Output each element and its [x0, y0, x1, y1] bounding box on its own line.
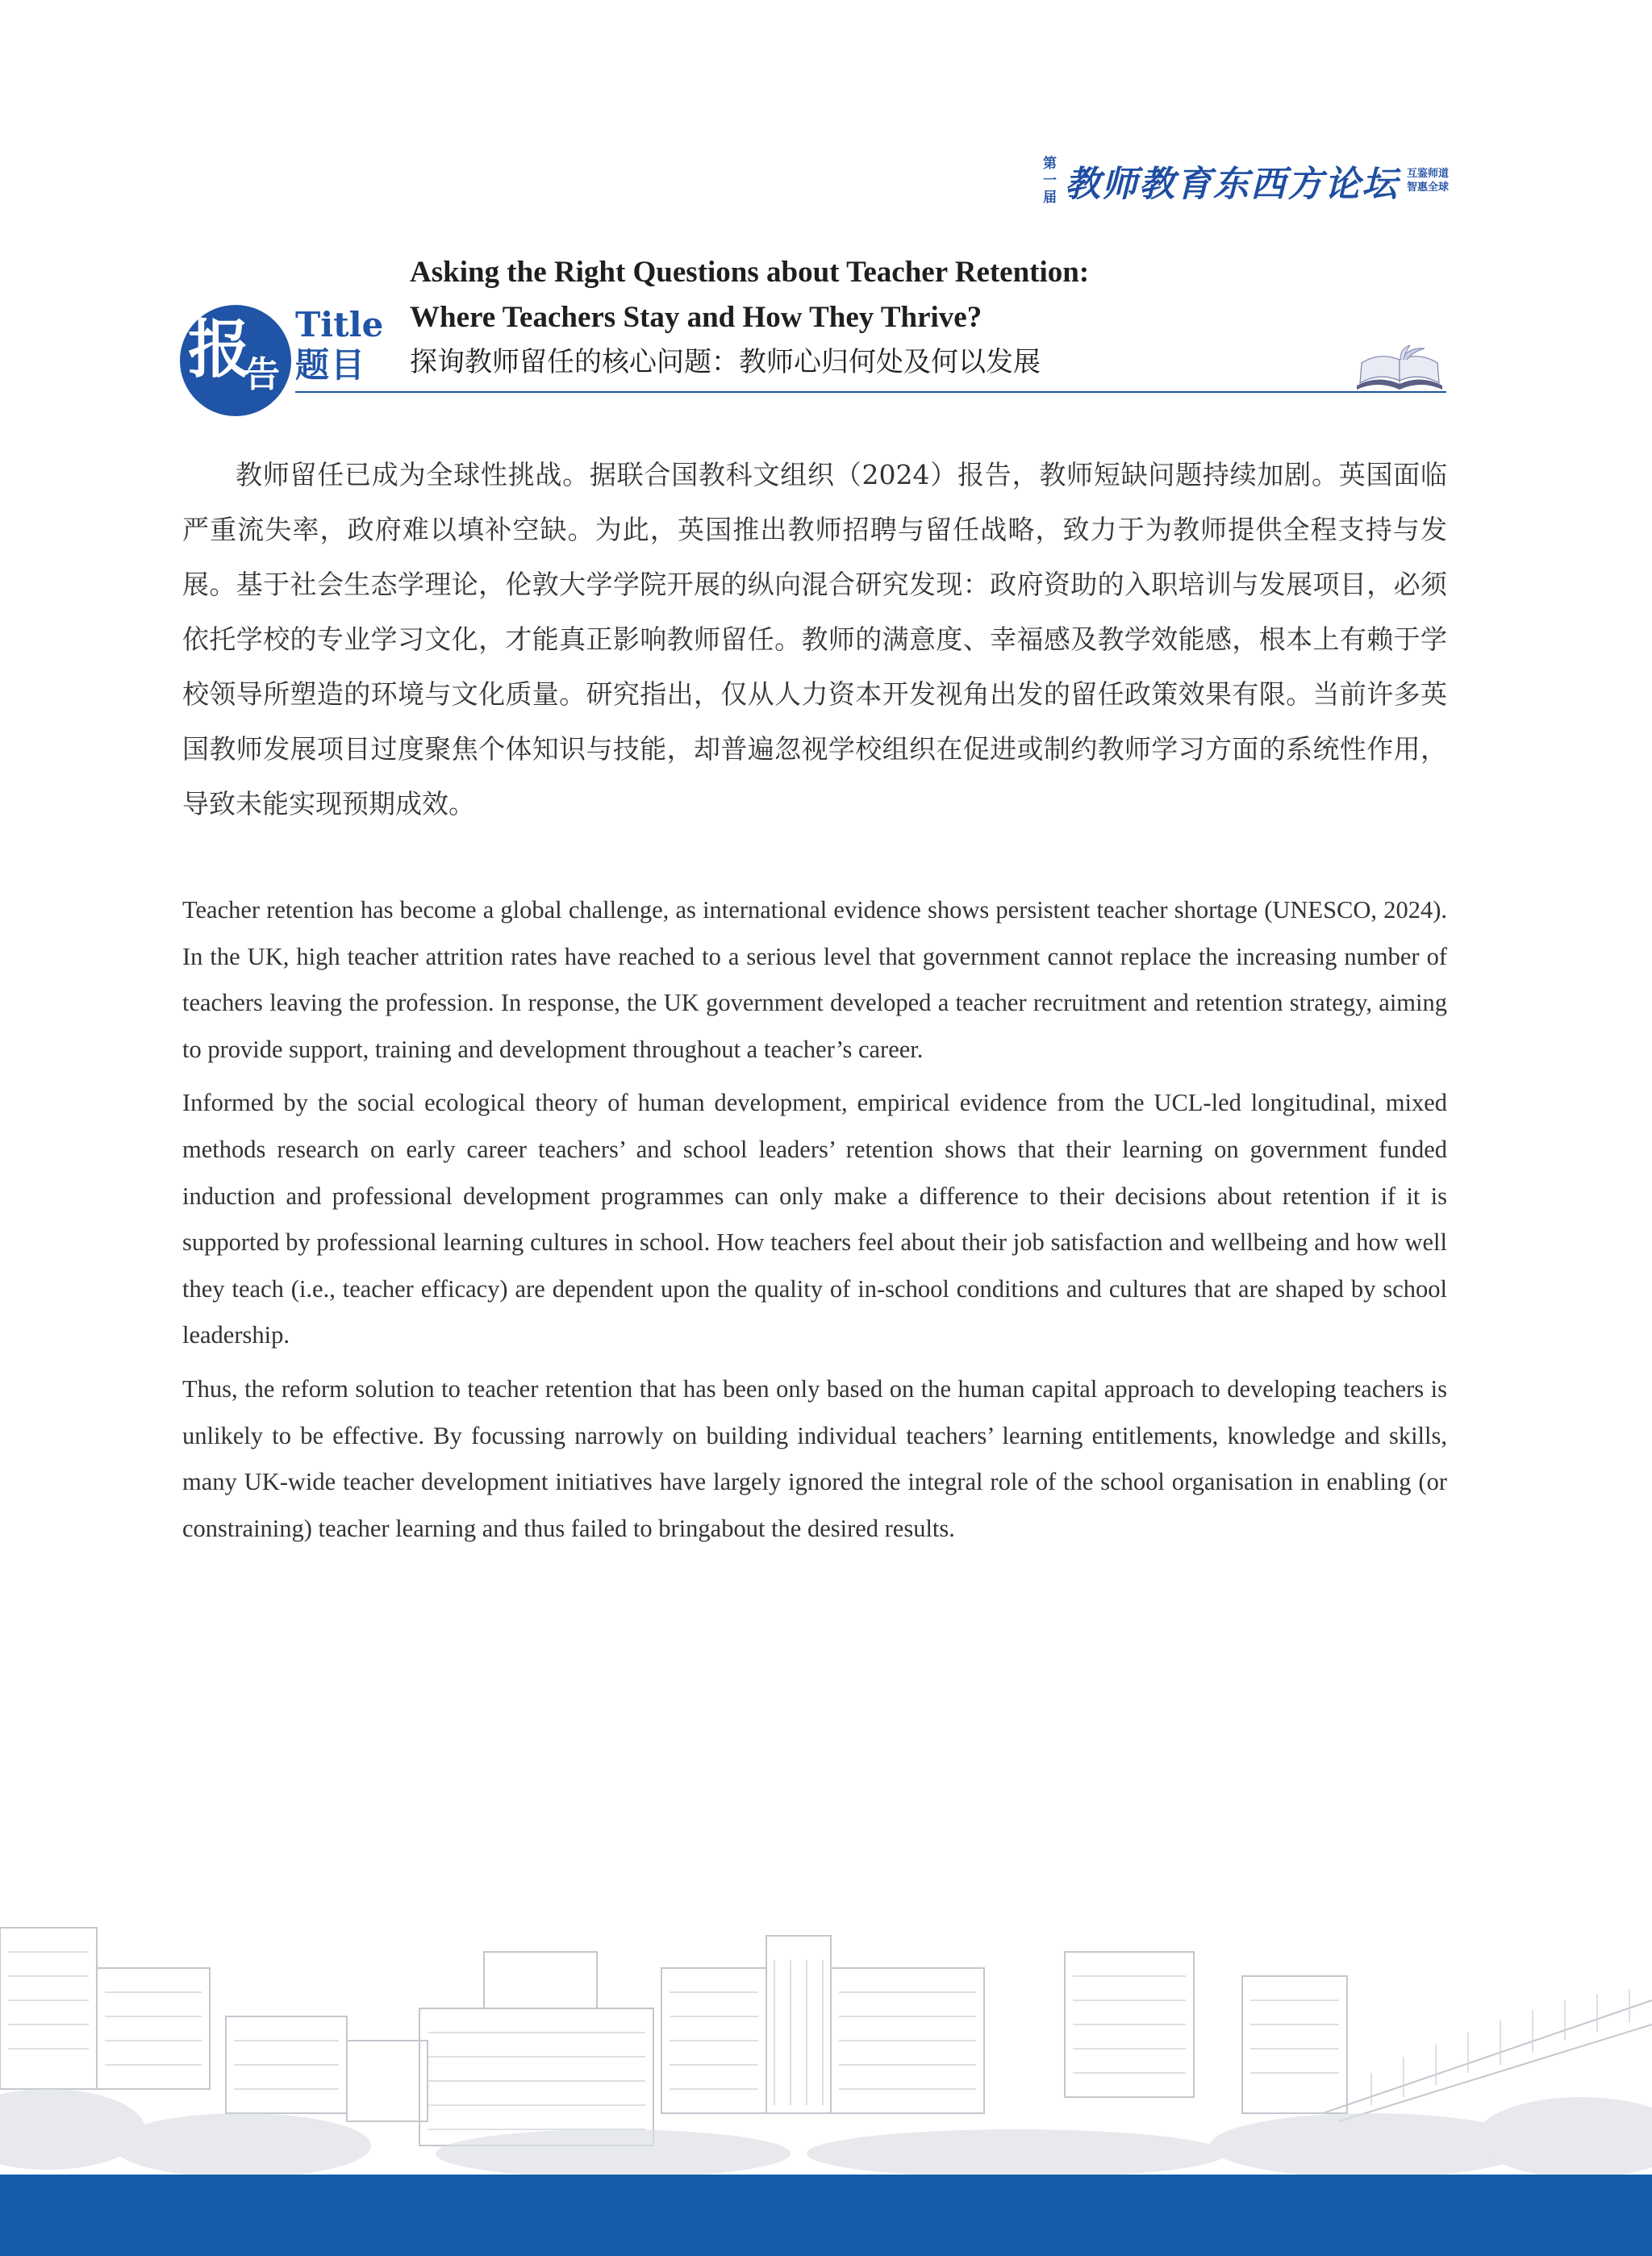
title-tag-en: Title — [295, 305, 384, 344]
abstract-en-paragraph: Teacher retention has become a global challenge, as international evidence shows persistent teacher shortage (UNESCO, 2024). In the UK, high teacher attrition rates have reached to a serious level that government cannot replace the increasing number of teachers leaving the profession. In response, the UK government developed a teacher recruitment and retention strategy, aiming to provide support, training and development throughout a teacher’s career. — [182, 896, 1447, 1063]
title-en-line1: Asking the Right Questions about Teacher Retention: — [410, 256, 1090, 289]
title-en-line2: Where Teachers Stay and How They Thrive? — [410, 301, 982, 334]
forum-ordinal-char: 届 — [1042, 189, 1057, 206]
forum-ordinal — [1043, 156, 1057, 206]
title-tag — [295, 305, 384, 385]
report-badge — [180, 305, 291, 416]
campus-illustration — [0, 1920, 1652, 2175]
forum-ordinal-char: 第 — [1042, 155, 1057, 172]
report-title — [410, 250, 1089, 382]
open-book-icon — [1352, 345, 1447, 392]
abstract-zh: 教师留任已成为全球性挑战。据联合国教科文组织（2024）报告，教师短缺问题持续加剧。英国面临严重流失率，政府难以填补空缺。为此，英国推出教师招聘与留任战略，致力于为教师提供全程支持与发展。基于社会生态学理论，伦敦大学学院开展的纵向混合研究发现：政府资助的入职培训与发展项目，必须依托学校的专业学习文化，才能真正影响教师留任。教师的满意度、幸福感及教学效能感，根本上有赖于学校领导所塑造的环境与文化质量。研究指出，仅从人力资本开发视角出发的留任政策效果有限。当前许多英国教师发展项目过度聚焦个体知识与技能，却普遍忽视学校组织在促进或制约教师学习方面的系统性作用，导致未能实现预期成效。 — [182, 459, 1447, 819]
forum-slogan-line: 互鉴师道 — [1406, 168, 1449, 180]
footer-band — [0, 2175, 1652, 2256]
title-zh: 探询教师留任的核心问题：教师心归何处及何以发展 — [410, 346, 1041, 378]
forum-ordinal-char: 一 — [1042, 172, 1057, 189]
title-tag-zh: 题目 — [295, 345, 367, 385]
forum-slogan-line: 智惠全球 — [1406, 181, 1449, 194]
title-divider — [295, 391, 1446, 393]
badge-char: 报 — [188, 313, 252, 386]
abstract-en-paragraph: Informed by the social ecological theory of human development, empirical evidence from the UCL-led longitudinal, mixed methods research on early career teachers’ and school leaders’ retention shows that their learning on government funded induction and professional development programmes can only make a difference to their decisions about retention if it is supported by professional learning cultures in school. How teachers feel about their job satisfaction and wellbeing and how well they teach (i.e., teacher efficacy) are dependent upon the quality of in-school conditions and cultures that are shaped by school leadership. — [182, 1089, 1447, 1349]
abstract-en-paragraph: Thus, the reform solution to teacher retention that has been only based on the human capital approach to developing teachers is unlikely to be effective. By focussing narrowly on building individual teachers’ learning entitlements, knowledge and skills, many UK-wide teacher development initiatives have largely ignored the integral role of the school organisation in enabling (or constraining) teacher learning and thus failed to bringabout the desired results. — [182, 1374, 1447, 1542]
forum-slogan — [1407, 167, 1449, 194]
abstract-en — [182, 887, 1447, 1559]
forum-logo — [1043, 155, 1449, 206]
badge-char: 告 — [244, 354, 280, 395]
forum-name: 教师教育东西方论坛 — [1064, 164, 1399, 205]
